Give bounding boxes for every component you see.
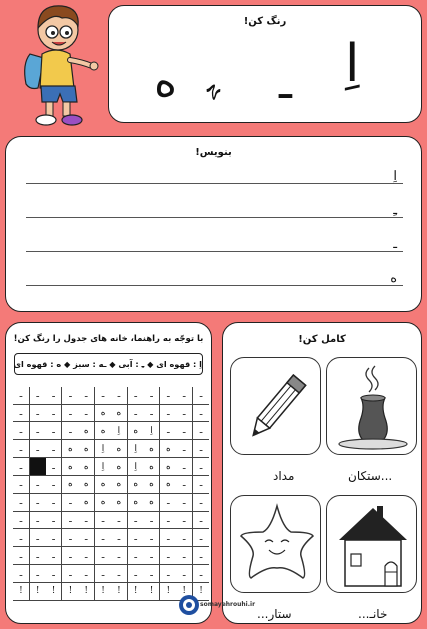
grid-cell[interactable]: ه <box>111 404 127 422</box>
complete-words-card <box>222 322 422 624</box>
color-section-title: رنگ کن! <box>243 16 287 27</box>
grid-cell[interactable]: ـ <box>176 565 192 583</box>
write-letter-4: ه <box>390 271 397 286</box>
grid-cell[interactable]: ـ <box>160 422 176 440</box>
grid-cell[interactable]: ! <box>29 582 45 600</box>
pencil-icon <box>231 358 322 456</box>
grid-cell[interactable]: ـ <box>46 565 62 583</box>
grid-row <box>13 458 209 476</box>
grid-cell[interactable]: ـ <box>62 511 78 529</box>
grid-cell[interactable]: ه <box>62 475 78 493</box>
grid-cell[interactable]: ـ <box>13 493 29 511</box>
grid-cell[interactable]: ! <box>127 582 143 600</box>
caption-tea-glass: ...ستکان <box>348 469 393 483</box>
grid-cell[interactable]: ! <box>144 582 160 600</box>
grid-cell[interactable]: اِ <box>111 422 127 440</box>
caption-star: ستار... <box>257 607 292 621</box>
grid-cell[interactable]: ه <box>78 422 94 440</box>
site-url: somayehrouhi.ir <box>200 601 256 608</box>
grid-cell[interactable]: اِ <box>95 440 111 458</box>
grid-cell[interactable]: ـ <box>95 511 111 529</box>
grid-cell[interactable]: ـ <box>13 565 29 583</box>
grid-cell[interactable]: ـ <box>62 404 78 422</box>
grid-cell[interactable]: ه <box>111 440 127 458</box>
grid-cell[interactable]: ه <box>78 458 94 476</box>
site-logo-icon <box>178 594 200 616</box>
grid-cell[interactable]: ـ <box>160 404 176 422</box>
grid-cell[interactable]: ـ <box>127 511 143 529</box>
letter-grid <box>13 387 209 601</box>
writing-line-2[interactable] <box>26 217 403 218</box>
grid-cell[interactable]: ـ <box>193 547 209 565</box>
picture-box-house <box>326 495 417 593</box>
grid-cell[interactable]: ـ <box>46 475 62 493</box>
grid-cell[interactable]: ـ <box>46 493 62 511</box>
grid-cell[interactable]: ـ <box>176 511 192 529</box>
grid-cell[interactable]: ـ <box>160 529 176 547</box>
grid-cell[interactable]: ـ <box>193 493 209 511</box>
grid-cell[interactable]: ـ <box>144 511 160 529</box>
grid-cell[interactable]: ـ <box>62 422 78 440</box>
grid-cell[interactable]: ـ <box>144 529 160 547</box>
letter-alef-kasra[interactable]: اِ <box>345 34 360 94</box>
grid-cell[interactable]: ـ <box>111 529 127 547</box>
grid-row <box>13 422 209 440</box>
grid-cell[interactable]: ! <box>95 582 111 600</box>
grid-cell[interactable]: ـ <box>29 475 45 493</box>
grid-cell[interactable]: ـ <box>95 565 111 583</box>
grid-cell[interactable]: ـ <box>193 458 209 476</box>
grid-cell[interactable]: ه <box>127 475 143 493</box>
grid-cell[interactable]: ـ <box>46 529 62 547</box>
grid-cell[interactable]: اِ <box>95 458 111 476</box>
grid-cell[interactable]: ه <box>144 440 160 458</box>
letter-heh-medial[interactable]: ﮩ <box>207 57 220 101</box>
grid-cell[interactable]: ـ <box>193 422 209 440</box>
grid-cell[interactable]: ـ <box>160 565 176 583</box>
write-practice-card <box>5 136 422 312</box>
grid-cell[interactable]: ه <box>127 422 143 440</box>
letter-heh-isolated[interactable]: ﻩ <box>154 56 178 107</box>
grid-cell[interactable]: ـ <box>13 387 29 404</box>
grid-cell[interactable]: ه <box>95 475 111 493</box>
grid-cell[interactable]: ! <box>176 582 192 600</box>
grid-cell[interactable]: ه <box>95 422 111 440</box>
grid-cell[interactable]: اِ <box>144 422 160 440</box>
tea-glass-icon <box>327 358 418 456</box>
grid-row <box>13 529 209 547</box>
grid-cell[interactable]: ـ <box>46 547 62 565</box>
grid-cell[interactable]: ـ <box>29 511 45 529</box>
grid-cell[interactable]: ـ <box>193 529 209 547</box>
grid-cell[interactable]: ـ <box>95 547 111 565</box>
grid-row <box>13 440 209 458</box>
house-icon <box>327 496 418 594</box>
grid-cell[interactable]: ـ <box>95 529 111 547</box>
grid-cell[interactable]: ـ <box>78 404 94 422</box>
grid-cell[interactable]: ـ <box>160 493 176 511</box>
grid-row <box>13 493 209 511</box>
grid-cell[interactable]: ـ <box>13 440 29 458</box>
grid-cell[interactable]: ـ <box>176 404 192 422</box>
write-letter-1: اِ <box>393 169 397 184</box>
color-legend: اِ : قهوه ای ◆ ـِ : آبی ◆ ـه : سبز ◆ ه : قهوه ای <box>14 353 203 375</box>
grid-cell[interactable]: ه <box>111 458 127 476</box>
write-letter-3: ـ <box>393 237 397 252</box>
grid-cell[interactable]: ـ <box>29 529 45 547</box>
grid-cell[interactable]: ـ <box>193 440 209 458</box>
grid-cell[interactable]: ه <box>160 458 176 476</box>
grid-cell[interactable]: ـ <box>78 387 94 404</box>
grid-cell[interactable]: ـ <box>111 547 127 565</box>
grid-cell[interactable]: ه <box>127 493 143 511</box>
write-letter-2: ـِ <box>393 203 397 218</box>
grid-row <box>13 404 209 422</box>
grid-cell[interactable]: ـ <box>193 565 209 583</box>
grid-cell[interactable]: ه <box>62 458 78 476</box>
write-section-title: بنویس! <box>195 147 232 158</box>
grid-cell[interactable]: ه <box>62 440 78 458</box>
grid-cell[interactable]: ـ <box>29 493 45 511</box>
grid-cell[interactable]: ـ <box>193 387 209 404</box>
writing-line-1[interactable] <box>26 183 403 184</box>
grid-cell[interactable]: ! <box>46 582 62 600</box>
grid-cell[interactable]: ـ <box>176 493 192 511</box>
grid-cell[interactable]: ـ <box>193 475 209 493</box>
grid-cell[interactable]: ! <box>160 582 176 600</box>
grid-cell[interactable]: ـ <box>176 475 192 493</box>
grid-cell[interactable]: ـ <box>95 387 111 404</box>
grid-cell[interactable]: ـ <box>127 387 143 404</box>
letter-kasra-final[interactable]: ـ <box>279 58 292 109</box>
grid-cell[interactable]: ـ <box>46 387 62 404</box>
grid-cell[interactable]: ـ <box>29 404 45 422</box>
grid-row <box>13 387 209 404</box>
grid-cell[interactable]: ـ <box>29 387 45 404</box>
grid-cell[interactable]: ! <box>62 582 78 600</box>
grid-cell[interactable]: ـ <box>78 511 94 529</box>
writing-line-3[interactable] <box>26 251 403 252</box>
grid-cell[interactable]: ه <box>78 475 94 493</box>
caption-pencil: مداد <box>273 469 295 483</box>
caption-house: خانـ... <box>358 607 388 621</box>
grid-cell[interactable]: ! <box>78 582 94 600</box>
grid-cell[interactable]: ـ <box>29 440 45 458</box>
grid-cell[interactable]: ـ <box>160 511 176 529</box>
grid-cell[interactable]: اِ <box>127 458 143 476</box>
grid-cell[interactable]: ـ <box>13 529 29 547</box>
grid-cell[interactable]: ـ <box>127 529 143 547</box>
boy-character-illustration <box>16 2 104 128</box>
color-table-card <box>5 322 212 624</box>
grid-cell[interactable]: ـ <box>160 547 176 565</box>
grid-cell[interactable]: ـ <box>176 387 192 404</box>
grid-cell[interactable]: ـ <box>62 565 78 583</box>
grid-row <box>13 475 209 493</box>
grid-cell[interactable]: ـ <box>144 565 160 583</box>
grid-cell[interactable]: ـ <box>111 511 127 529</box>
grid-cell[interactable]: ه <box>95 493 111 511</box>
grid-cell[interactable]: ـ <box>62 493 78 511</box>
grid-cell[interactable]: ـ <box>127 547 143 565</box>
grid-cell[interactable]: ه <box>144 458 160 476</box>
grid-cell[interactable]: ـ <box>62 529 78 547</box>
grid-row <box>13 511 209 529</box>
grid-cell[interactable]: ـ <box>176 458 192 476</box>
grid-row <box>13 565 209 583</box>
grid-cell[interactable]: ـ <box>111 387 127 404</box>
grid-cell[interactable]: ـ <box>127 404 143 422</box>
grid-cell[interactable]: ـ <box>176 440 192 458</box>
grid-cell[interactable]: ـ <box>13 547 29 565</box>
grid-cell[interactable]: ـ <box>127 565 143 583</box>
grid-cell[interactable]: ـ <box>78 529 94 547</box>
writing-line-4[interactable] <box>26 285 403 286</box>
grid-cell[interactable]: ـ <box>13 458 29 476</box>
grid-cell[interactable]: ـ <box>78 547 94 565</box>
grid-cell[interactable]: ـ <box>13 511 29 529</box>
grid-cell[interactable]: ـ <box>46 422 62 440</box>
grid-cell[interactable] <box>29 458 45 476</box>
grid-cell[interactable]: ـ <box>193 404 209 422</box>
grid-cell[interactable]: ـ <box>46 458 62 476</box>
grid-cell[interactable]: ه <box>95 404 111 422</box>
grid-cell[interactable]: ! <box>193 582 209 600</box>
grid-cell[interactable]: ـ <box>46 440 62 458</box>
grid-cell[interactable]: ـ <box>176 422 192 440</box>
grid-cell[interactable]: ـ <box>13 422 29 440</box>
color-letters-card <box>108 5 422 123</box>
grid-cell[interactable]: ـ <box>46 511 62 529</box>
picture-box-pencil <box>230 357 321 455</box>
grid-cell[interactable]: ! <box>13 582 29 600</box>
grid-cell[interactable]: ـ <box>62 387 78 404</box>
grid-cell[interactable]: ـ <box>29 547 45 565</box>
grid-cell[interactable]: اِ <box>127 440 143 458</box>
grid-cell[interactable]: ـ <box>62 547 78 565</box>
grid-cell[interactable]: ه <box>160 440 176 458</box>
letter-grid-table <box>13 387 209 601</box>
grid-cell[interactable]: ـ <box>13 404 29 422</box>
grid-cell[interactable]: ـ <box>29 565 45 583</box>
picture-box-tea-glass <box>326 357 417 455</box>
grid-cell[interactable]: ه <box>78 493 94 511</box>
grid-cell[interactable]: ـ <box>193 511 209 529</box>
grid-cell[interactable]: ـ <box>46 404 62 422</box>
grid-cell[interactable]: ه <box>160 475 176 493</box>
grid-cell[interactable]: ـ <box>176 529 192 547</box>
grid-cell[interactable]: ـ <box>13 475 29 493</box>
grid-cell[interactable]: ـ <box>144 387 160 404</box>
grid-cell[interactable]: ـ <box>144 404 160 422</box>
grid-cell[interactable]: ه <box>144 475 160 493</box>
grid-cell[interactable]: ـ <box>176 547 192 565</box>
grid-row <box>13 547 209 565</box>
grid-cell[interactable]: ! <box>111 582 127 600</box>
grid-cell[interactable]: ـ <box>29 422 45 440</box>
grid-cell[interactable]: ـ <box>144 547 160 565</box>
picture-box-star <box>230 495 321 593</box>
grid-cell[interactable]: ـ <box>78 565 94 583</box>
grid-cell[interactable]: ه <box>78 440 94 458</box>
grid-cell[interactable]: ه <box>144 493 160 511</box>
grid-cell[interactable]: ه <box>111 493 127 511</box>
grid-cell[interactable]: ـ <box>111 565 127 583</box>
complete-section-title: کامل کن! <box>298 334 346 345</box>
star-icon <box>231 496 322 594</box>
grid-cell[interactable]: ـ <box>160 387 176 404</box>
table-section-title: با توجّه به راهنما، خانه های جدول را رنگ کن! <box>13 334 204 344</box>
grid-cell[interactable]: ه <box>111 475 127 493</box>
